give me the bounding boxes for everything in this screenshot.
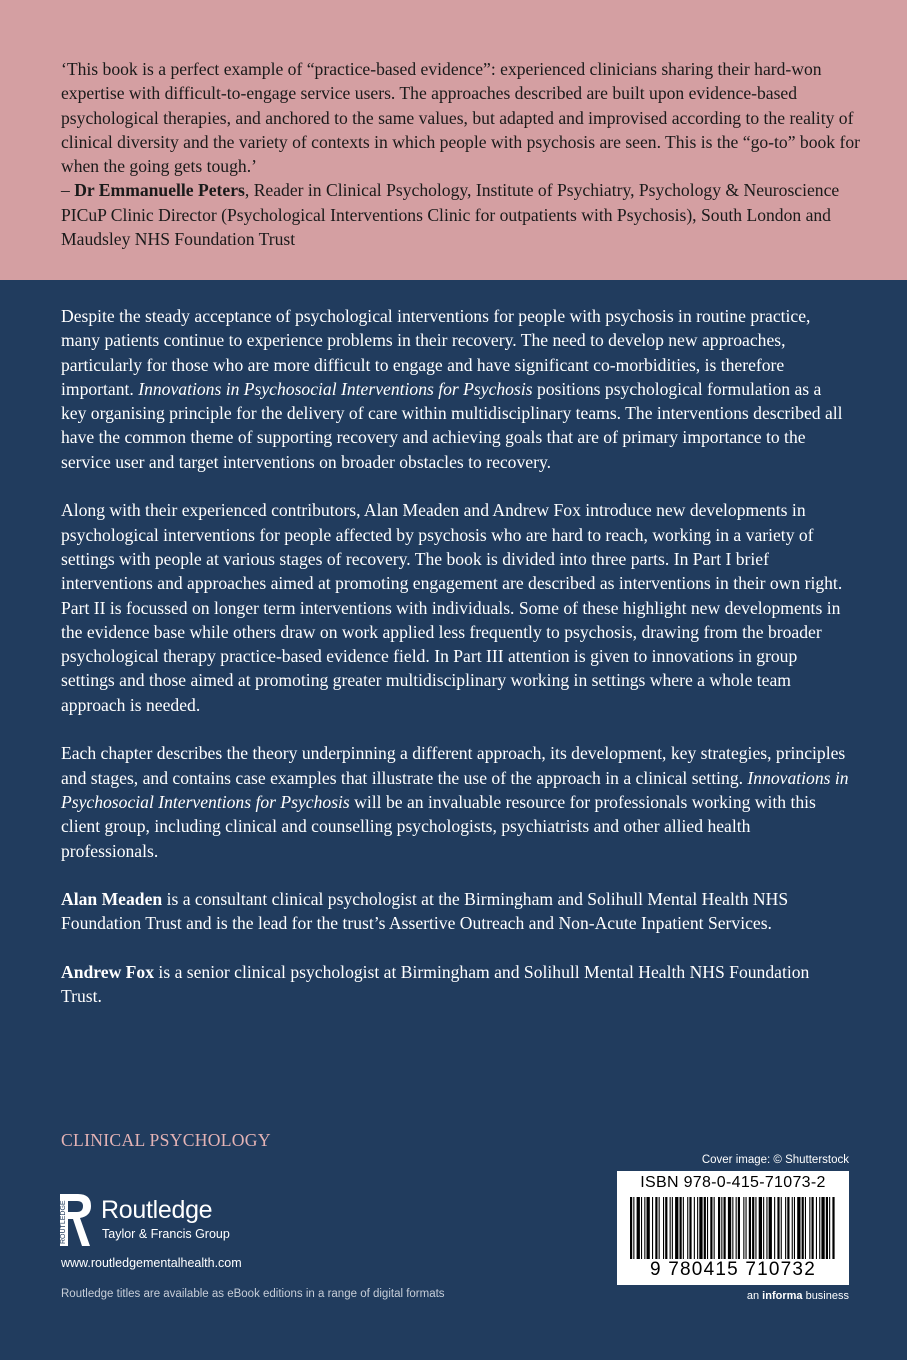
barcode-bar <box>630 1197 632 1259</box>
barcode-bar <box>637 1197 640 1259</box>
barcode-bar <box>644 1197 645 1259</box>
isbn-barcode <box>617 1171 849 1285</box>
barcode-bar <box>797 1197 800 1259</box>
description-paragraph-3 <box>61 741 851 862</box>
barcode-bar <box>826 1197 828 1259</box>
barcode-bar <box>707 1197 708 1259</box>
barcode-bar <box>755 1197 756 1259</box>
barcode-bar <box>785 1197 786 1259</box>
barcode-bar <box>655 1197 657 1259</box>
barcode-bar <box>663 1197 664 1259</box>
barcode-bar <box>672 1197 673 1259</box>
barcode-bar <box>774 1197 775 1259</box>
informa-brand: informa <box>762 1290 803 1302</box>
barcode-bar <box>769 1197 772 1259</box>
barcode-bar <box>721 1197 722 1259</box>
informa-business-mark <box>697 1290 849 1302</box>
barcode-bar <box>728 1197 731 1259</box>
quote-text: ‘This book is a perfect example of “practice-based evidence”: experienced clinicians sharing their hard-won expertise with difficult-to-engage service users. The approaches described are built upon evidence-based psychological therapies, and anchored to the same values, but adapted and improvised according to the reality of clinical diversity and the variety of contexts in which people with psychosis are seen. This is the “go-to” book for when the going gets tough.’ <box>61 59 861 177</box>
barcode-bar <box>802 1197 804 1259</box>
barcode-bar <box>710 1197 712 1259</box>
author-bio-text: is a consultant clinical psychologist at the Birmingham and Solihull Mental Health NHS Foundation Trust and is the lead for the trust’s Assertive Outreach and Non-Acute Inpatient Services. <box>61 889 789 934</box>
logo-vertical-text: ROUTLEDGE <box>60 1200 67 1244</box>
publisher-logo <box>56 1192 296 1248</box>
p3-text-b: will be an invaluable resource for professionals working with this client group, including clinical and counselling psychologists, psychiatrists and other allied health professionals. <box>61 791 816 861</box>
barcode-bar <box>689 1197 691 1259</box>
author-bio-1 <box>61 887 851 936</box>
barcode-bar <box>821 1197 824 1259</box>
barcode-bar <box>675 1197 678 1259</box>
author-bio-2 <box>61 960 851 1009</box>
author-bio-text: is a senior clinical psychologist at Birmingham and Solihull Mental Health NHS Foundation Trust. <box>61 962 810 1007</box>
p1-text-a: Despite the steady acceptance of psychological interventions for people with psychosis in routine practice, many patients continue to experience problems in their recovery. The need to develop new approaches, particularly for those who are more difficult to engage and have significant co-morbidities, is therefore important. <box>61 306 811 399</box>
barcode-bar <box>697 1197 698 1259</box>
subject-category: CLINICAL PSYCHOLOGY <box>61 1130 271 1150</box>
quote-dash: – <box>61 180 75 201</box>
barcode-bar <box>792 1197 793 1259</box>
quote-affiliation: , Reader in Clinical Psychology, Institute of Psychiatry, Psychology & Neuroscience PICuP Clinic Director (Psychological Interventions Clinic for outpatients with Psychosis), South London and Maudsley NHS Foundation Trust <box>61 180 840 250</box>
barcode-bar <box>670 1197 671 1259</box>
quote-author: Dr Emmanuelle Peters <box>74 180 245 201</box>
publisher-group: Taylor & Francis Group <box>102 1227 230 1241</box>
p3-text-a: Each chapter describes the theory underpinning a different approach, its development, key strategies, principles and stages, and contains case examples that illustrate the use of the approach in a clinical setting. <box>61 743 846 788</box>
endorsement-panel <box>0 0 907 280</box>
barcode-bar <box>647 1197 650 1259</box>
cover-image-credit: Cover image: © Shutterstock <box>701 1154 849 1166</box>
barcode-bar <box>633 1197 634 1259</box>
barcode-bar <box>680 1197 682 1259</box>
barcode-bar <box>736 1197 737 1259</box>
barcode-bar <box>812 1197 814 1259</box>
barcode-bar <box>641 1197 642 1259</box>
endorsement-quote <box>61 57 861 251</box>
barcode-bar <box>777 1197 779 1259</box>
barcode-bar <box>665 1197 667 1259</box>
ebook-note: Routledge titles are available as eBook editions in a range of digital formats <box>61 1288 445 1300</box>
barcode-bar <box>781 1197 782 1259</box>
barcode-bar <box>805 1197 806 1259</box>
barcode-bar <box>687 1197 688 1259</box>
barcode-bar <box>659 1197 660 1259</box>
barcode-bar <box>829 1197 830 1259</box>
book-title-italic: Innovations in Psychosocial Interventions for Psychosis <box>138 378 533 399</box>
publisher-name: Routledge <box>101 1196 213 1224</box>
barcode-bar <box>699 1197 702 1259</box>
barcode-bar <box>683 1197 684 1259</box>
barcode-bar <box>832 1197 834 1259</box>
informa-suffix: business <box>802 1290 849 1302</box>
author-name: Alan Meaden <box>61 889 163 910</box>
barcode-bar <box>787 1197 789 1259</box>
barcode-bars <box>628 1197 838 1259</box>
barcode-bar <box>816 1197 817 1259</box>
barcode-bar <box>794 1197 795 1259</box>
barcode-bar <box>732 1197 733 1259</box>
barcode-bar <box>759 1197 762 1259</box>
barcode-bar <box>752 1197 754 1259</box>
barcode-bar <box>763 1197 764 1259</box>
barcode-bar <box>724 1197 726 1259</box>
description-paragraph-1 <box>61 304 851 474</box>
barcode-bar <box>694 1197 695 1259</box>
barcode-bar <box>766 1197 767 1259</box>
routledge-logo-icon <box>56 1192 94 1248</box>
barcode-bar <box>704 1197 706 1259</box>
barcode-bar <box>746 1197 747 1259</box>
barcode-bar <box>819 1197 820 1259</box>
isbn-label: ISBN 978-0-415-71073-2 <box>640 1174 826 1191</box>
barcode-bar <box>749 1197 751 1259</box>
author-name: Andrew Fox <box>61 962 155 983</box>
publisher-website[interactable]: www.routledgementalhealth.com <box>61 1256 242 1270</box>
book-description <box>61 304 851 1033</box>
p1-text-b: positions psychological formulation as a key organising principle for the delivery of care within multidisciplinary teams. The interventions described all have the common theme of supporting recovery and achieving goals that are of primary importance to the service user and target interventions on broader obstacles to recovery. <box>61 378 843 472</box>
book-title-italic: Innovations in Psychosocial Interventions for Psychosis <box>61 767 849 812</box>
informa-prefix: an <box>746 1290 763 1302</box>
barcode-bar <box>738 1197 740 1259</box>
barcode-bar <box>743 1197 744 1259</box>
barcode-bar <box>718 1197 720 1259</box>
barcode-bar <box>652 1197 653 1259</box>
description-paragraph-2: Along with their experienced contributors, Alan Meaden and Andrew Fox introduce new developments in psychological interventions for people affected by psychosis who are hard to reach, working in a variety of settings with people at various stages of recovery. The book is divided into three parts. In Part I brief interventions and approaches aimed at promoting engagement are described as interventions in their own right. Part II is focussed on longer term interventions with individuals. Some of these highlight new developments in the evidence base while others draw on work applied less frequently to psychosis, drawing from the broader psychological therapy practice-based evidence field. In Part III attention is given to innovations in group settings and those aimed at promoting greater multidisciplinary working in settings where a whole team approach is needed. <box>61 500 843 715</box>
barcode-digits: 9 780415 710732 <box>650 1259 816 1280</box>
barcode-bar <box>714 1197 715 1259</box>
barcode-bar <box>809 1197 810 1259</box>
